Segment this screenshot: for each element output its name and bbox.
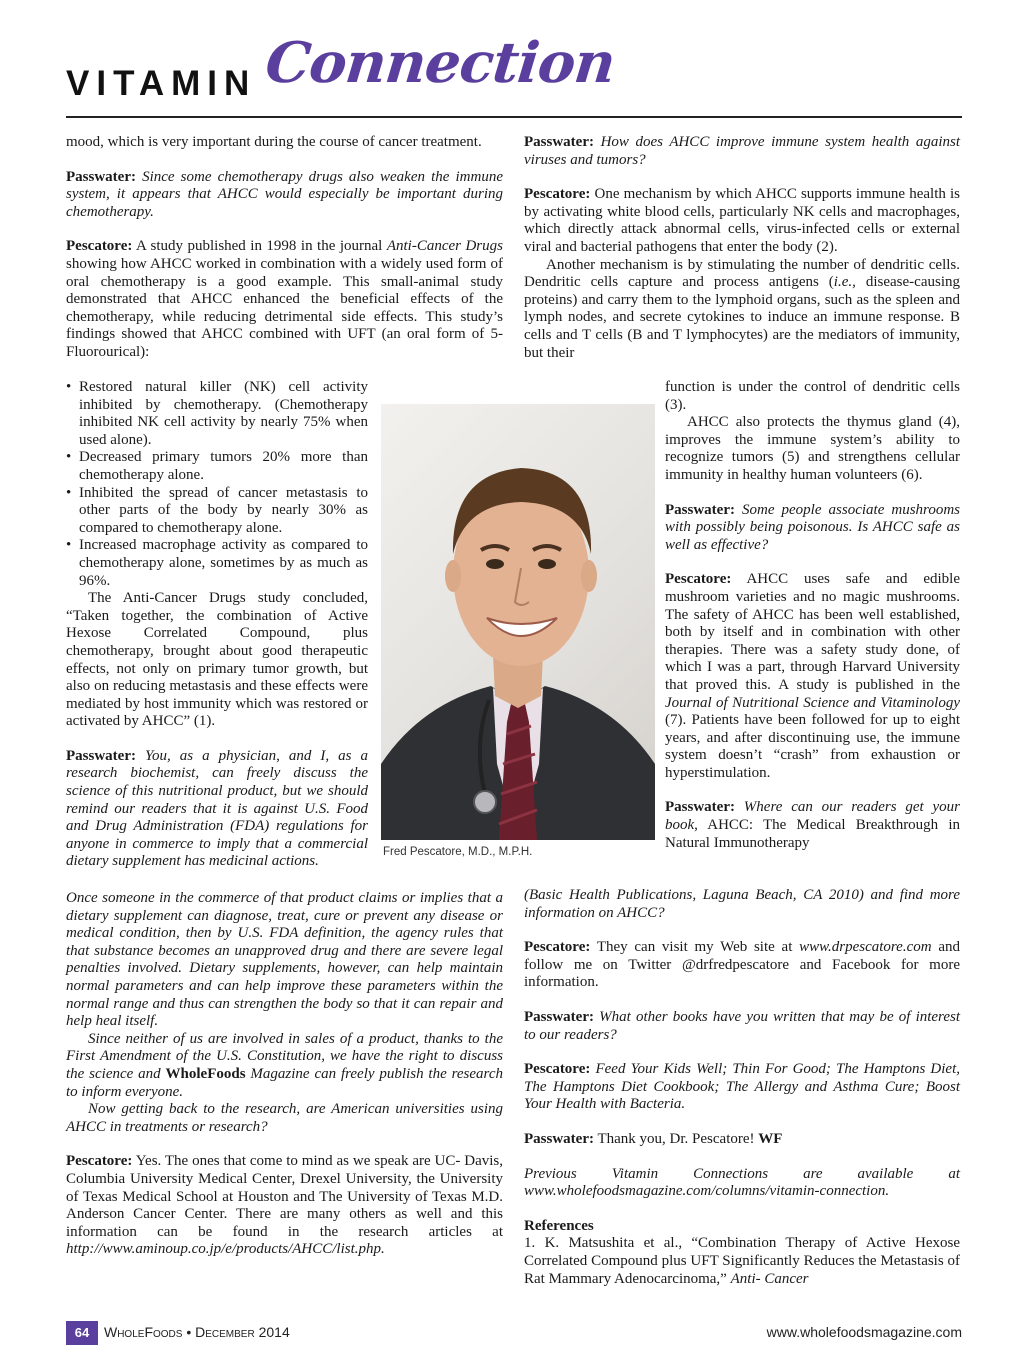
author-photo xyxy=(381,404,655,840)
left-column xyxy=(66,134,503,362)
speaker-label: Pescatore: xyxy=(524,1061,591,1078)
answer xyxy=(524,939,960,992)
question-text: Now getting back to the research, are American universities using AHCC in treatments or research? xyxy=(66,1101,503,1135)
page-footer xyxy=(66,1321,962,1345)
journal-title: Journal of Nutritional Science and Vitaminology xyxy=(665,694,960,711)
photo-caption: Fred Pescatore, M.D., M.P.H. xyxy=(383,846,533,858)
list-item: • Decreased primary tumors 20% more than chemotherapy alone. xyxy=(66,449,368,484)
speaker-label: Pescatore: xyxy=(524,939,591,956)
masthead-vitamin: VITAMIN xyxy=(66,64,257,103)
question xyxy=(524,1009,960,1044)
question xyxy=(524,134,960,169)
answer xyxy=(66,1153,503,1259)
research-url[interactable]: http://www.aminoup.co.jp/e/products/AHCC/list.php. xyxy=(66,1241,385,1258)
website-url[interactable]: www.wholefoodsmagazine.com xyxy=(766,1324,962,1340)
speaker-label: Passwater: xyxy=(66,168,136,185)
portrait-illustration xyxy=(381,404,655,840)
journal-title: Anti-Cancer Drugs xyxy=(386,238,503,255)
question-text-part: Magazine can freely publish the research to inform everyone. xyxy=(66,1065,503,1100)
page-number: 64 xyxy=(66,1321,98,1345)
question-text: Since some chemotherapy drugs also weaken the immune system, it appears that AHCC would especially be important during chemotherapy. xyxy=(66,168,503,220)
question-text: Once someone in the commerce of that product claims or implies that a dietary supplement can diagnose, treat, cure or prevent any disease or medical condition, then by U.S. FDA definition, the agency rules that that substance becomes an unapproved drug and there are severe legal penalties involved. Dietary supplements, however, can help maintain normal parameters and can help improve these parameters within the normal range and thus can strengthen the body so that it can repair and help heal itself. xyxy=(66,890,503,1030)
masthead-connection: Connection xyxy=(262,30,618,96)
reference-text: 1. K. Matsushita et al., “Combination Therapy of Active Hexose Correlated Compound plus UFT Significantly Reduces the Metastasis of Rat Mammary Adenocarcinoma,” xyxy=(524,1235,960,1287)
website-link[interactable]: www.drpescatore.com xyxy=(799,939,932,956)
question xyxy=(665,799,960,852)
answer-text: Feed Your Kids Well; Thin For Good; The Hamptons Diet, The Hamptons Diet Cookbook; The Allergy and Asthma Cure; Boost Your Health with Bacteria. xyxy=(524,1061,961,1113)
list-item: • Inhibited the spread of cancer metastasis to other parts of the body by nearly 30% as compared to chemotherapy alone. xyxy=(66,485,368,538)
answer-text: (7). Patients have been followed for up to eight years, and after discontinuing use, the immune system doesn’t “crash” from exhaustion or hyperstimulation. xyxy=(665,712,960,781)
answer-text: showing how AHCC worked in combination with a widely used form of oral chemotherapy is a good example. This small-animal study demonstrated that AHCC enhanced the beneficial effects of the chemotherapy, while reducing detrimental side effects. This study’s findings showed that AHCC combined with UFT (an oral form of 5-Fluorourical): xyxy=(66,255,503,360)
speaker-label: Passwater: xyxy=(524,134,594,150)
question-text-part: Since neither of us are involved in sales of a product, thanks to the First Amendment of the U.S. Constitution, we have the right to discuss the science and xyxy=(66,1030,503,1082)
abbreviation: i.e., xyxy=(833,274,856,291)
answer-text: Yes. The ones that come to mind as we speak are UC- Davis, Columbia University Medical Center, Drexel University, the University of Texas Medical School at Houston and The University of Texas M.D. Anderson Cancer Center. There are many others as well and this information can be found in the research articles at xyxy=(66,1153,504,1240)
right-column xyxy=(524,134,960,362)
reference-journal: Anti- Cancer xyxy=(730,1270,809,1287)
answer-text: They can visit my Web site at xyxy=(596,939,793,956)
closing xyxy=(524,1131,960,1149)
paragraph: mood, which is very important during the course of cancer treatment. xyxy=(66,134,482,150)
speaker-label: Passwater: xyxy=(66,747,136,764)
publication-line: WholeFoods • December 2014 xyxy=(104,1324,290,1340)
question-text: Some people associate mushrooms with possibly being poisonous. Is AHCC safe as well as effective? xyxy=(665,501,961,553)
left-lower-column xyxy=(66,890,503,1259)
references-heading: References xyxy=(524,1217,594,1234)
question xyxy=(66,748,368,871)
speaker-label: Passwater: xyxy=(665,501,735,518)
speaker-label: Pescatore: xyxy=(66,1153,133,1170)
book-title: AHCC: The Medical Breakthrough in Natural Immunotherapy xyxy=(665,817,960,851)
question-text: You, as a physician, and I, as a research biochemist, can freely discuss the science of this nutritional product, but we should remind our readers that it is against U.S. Food and Drug Administration (FDA) regulations for anyone in commerce to imply that a commercial dietary supplement has medicinal actions. xyxy=(66,747,369,870)
left-narrow-column xyxy=(66,379,368,871)
question-text xyxy=(66,1031,503,1101)
speaker-label: Pescatore: xyxy=(524,186,591,203)
question-text: (Basic Health Publications, Laguna Beach, CA 2010) and find more information on AHCC? xyxy=(524,887,960,921)
right-narrow-column xyxy=(665,379,960,852)
study-quote: The Anti-Cancer Drugs study concluded, “Taken together, the combination of Active Hexose Correlated Compound, plus chemotherapy, brought about good therapeutic effects, not only on primary tumor growth, but also on reducing metastasis and these effects were mediated by host immunity which was restored or activated by AHCC” (1). xyxy=(66,590,368,730)
answer xyxy=(66,238,503,361)
question xyxy=(66,169,503,222)
answer-text xyxy=(524,257,960,363)
answer-text-part: disease-causing proteins) and carry them to the lymphoid organs, such as the spleen and lymph nodes, and secrete cytokines to induce an immune response. B cells and T cells (B and T lymphocytes) are the mediators of immunity, but their xyxy=(524,274,960,361)
closing-text: Thank you, Dr. Pescatore! xyxy=(597,1130,755,1147)
wf-tag: WF xyxy=(758,1130,783,1147)
answer-text: One mechanism by which AHCC supports immune health is by activating white blood cells, particularly NK cells and macrophages, which directly attack abnormal cells, virus-infected cells or external viral and bacterial pathogens that enter the body (2). xyxy=(524,186,961,255)
list-item: • Restored natural killer (NK) cell activity inhibited by chemotherapy. (Chemotherapy inhibited NK cell activity by nearly 75% when used alone). xyxy=(66,379,368,449)
speaker-label: Pescatore: xyxy=(665,571,732,588)
list-item: • Increased macrophage activity as compared to chemotherapy alone, sometimes by as much as 96%. xyxy=(66,537,368,590)
right-lower-column xyxy=(524,887,960,1288)
answer xyxy=(524,186,960,256)
question xyxy=(665,502,960,555)
answer xyxy=(524,1061,960,1114)
speaker-label: Passwater: xyxy=(524,1130,594,1147)
masthead-rule xyxy=(66,116,962,118)
question-text: What other books have you written that may be of interest to our readers? xyxy=(524,1008,961,1043)
answer xyxy=(665,571,960,782)
speaker-label: Pescatore: xyxy=(66,238,133,255)
answer-text: AHCC also protects the thymus gland (4), improves the immune system’s ability to recognize tumors (5) and strengthens cellular immunity in healthy human volunteers (6). xyxy=(665,414,960,483)
reference-item xyxy=(524,1235,960,1288)
question-text: How does AHCC improve immune system health against viruses and tumors? xyxy=(524,134,961,168)
magazine-name: WholeFoods xyxy=(165,1065,246,1082)
previous-columns-note: Previous Vitamin Connections are available at www.wholefoodsmagazine.com/columns/vitamin-connection. xyxy=(524,1165,960,1200)
answer-text: function is under the control of dendritic cells (3). xyxy=(665,379,960,413)
answer-text-part: Another mechanism is by stimulating the number of dendritic cells. Dendritic cells capture and process antigens ( xyxy=(524,256,960,291)
answer-text: AHCC uses safe and edible mushroom varieties and no magic mushrooms. The safety of AHCC has been well established, both by itself and in combination with other therapies. There was a safety study done, of which I was a part, through Harvard University that proved this. A study is published in the xyxy=(665,571,960,693)
speaker-label: Passwater: xyxy=(524,1008,594,1025)
masthead xyxy=(66,28,962,118)
findings-list xyxy=(66,379,368,590)
speaker-label: Passwater: xyxy=(665,799,735,816)
answer-text: and follow me on Twitter @drfredpescatore and Facebook for more information. xyxy=(524,939,960,991)
answer-text: A study published in 1998 in the journal xyxy=(136,238,383,255)
question-text: Where can our readers get your book, xyxy=(665,799,960,834)
